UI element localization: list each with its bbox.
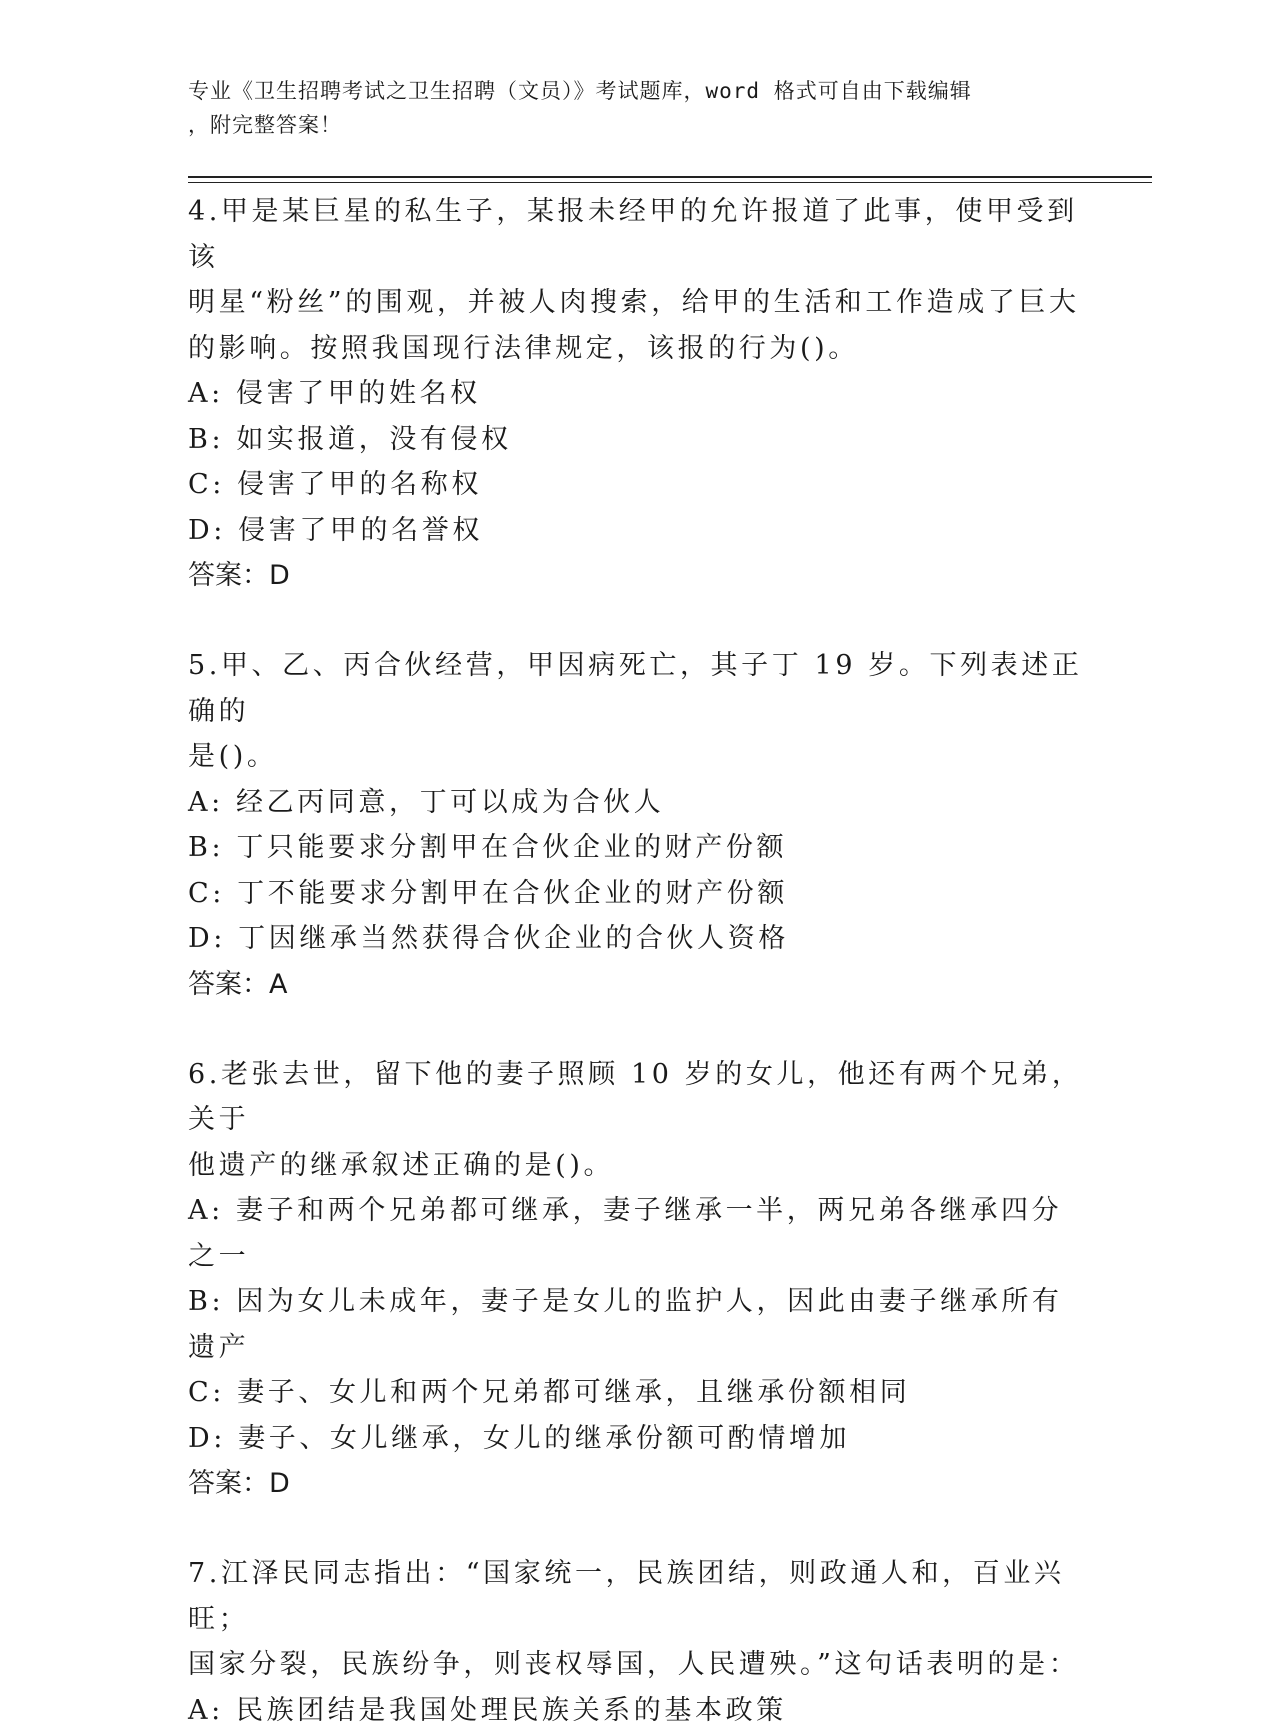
answer-line: 答案：D [188,553,1088,598]
option-b: B: 丁只能要求分割甲在合伙企业的财产份额 [188,825,1088,871]
question-stem-line: 明星“粉丝”的围观，并被人肉搜索，给甲的生活和工作造成了巨大 [188,280,1088,326]
answer-line: 答案：D [188,1461,1088,1506]
option-d: D: 妻子、女儿继承，女儿的继承份额可酌情增加 [188,1416,1088,1462]
question-stem-line: 是()。 [188,734,1088,780]
document-header [188,74,1068,142]
option-c: C: 侵害了甲的名称权 [188,462,1088,508]
spacer [188,598,1088,643]
spacer [188,1506,1088,1551]
option-a: A: 经乙丙同意，丁可以成为合伙人 [188,780,1088,826]
spacer [188,1007,1088,1052]
option-a: A: 侵害了甲的姓名权 [188,371,1088,417]
question-7 [188,1551,1088,1733]
header-rule-thin [188,182,1152,183]
question-list [188,189,1088,1733]
question-stem-line: 他遗产的继承叙述正确的是()。 [188,1143,1088,1189]
option-b: B: 如实报道，没有侵权 [188,417,1088,463]
header-line-2: ，附完整答案！ [188,108,1068,142]
option-d: D: 侵害了甲的名誉权 [188,508,1088,554]
option-a: A: 民族团结是我国处理民族关系的基本政策 [188,1688,1088,1733]
question-stem-line: 4.甲是某巨星的私生子，某报未经甲的允许报道了此事，使甲受到该 [188,189,1088,280]
answer-line: 答案：A [188,962,1088,1007]
question-stem-line: 的影响。按照我国现行法律规定，该报的行为()。 [188,326,1088,372]
option-a: A: 妻子和两个兄弟都可继承，妻子继承一半，两兄弟各继承四分之一 [188,1188,1088,1279]
question-stem-line: 6.老张去世，留下他的妻子照顾 10 岁的女儿，他还有两个兄弟，关于 [188,1052,1088,1143]
header-line-1: 专业《卫生招聘考试之卫生招聘（文员）》考试题库，word 格式可自由下载编辑 [188,74,1068,108]
option-d: D: 丁因继承当然获得合伙企业的合伙人资格 [188,916,1088,962]
header-rule-thick [188,176,1152,178]
option-b: B: 因为女儿未成年，妻子是女儿的监护人，因此由妻子继承所有遗产 [188,1279,1088,1370]
question-stem-line: 7.江泽民同志指出：“国家统一，民族团结，则政通人和，百业兴旺； [188,1551,1088,1642]
question-stem-line: 5.甲、乙、丙合伙经营，甲因病死亡，其子丁 19 岁。下列表述正确的 [188,643,1088,734]
question-4 [188,189,1088,598]
option-c: C: 妻子、女儿和两个兄弟都可继承，且继承份额相同 [188,1370,1088,1416]
question-5 [188,643,1088,1007]
question-stem-line: 国家分裂，民族纷争，则丧权辱国，人民遭殃。”这句话表明的是： [188,1642,1088,1688]
option-c: C: 丁不能要求分割甲在合伙企业的财产份额 [188,871,1088,917]
question-6 [188,1052,1088,1507]
